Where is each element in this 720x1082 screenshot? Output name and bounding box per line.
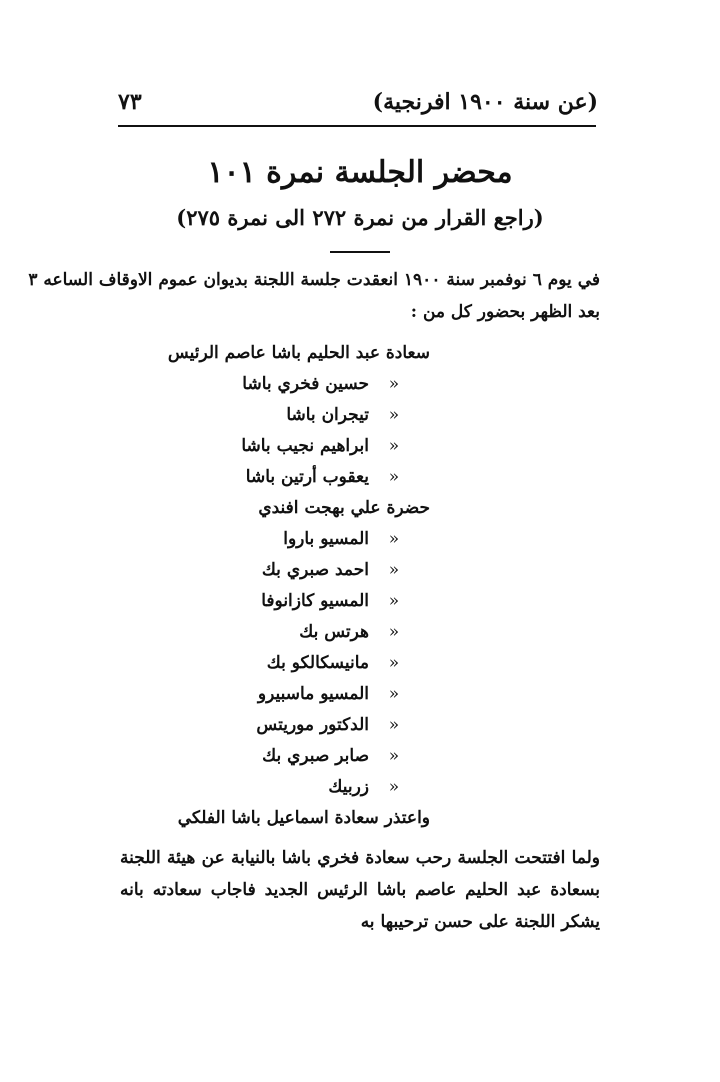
attendee-name: تيجران باشا	[286, 405, 369, 425]
attendee-name: زربيك	[328, 777, 369, 797]
list-item	[0, 679, 720, 710]
ditto-mark: «	[388, 777, 400, 797]
ditto-mark: «	[388, 684, 400, 704]
attendee-name: المسيو باروا	[283, 529, 369, 549]
list-item	[0, 493, 720, 524]
attendee-name: حضرة علي بهجت افندي	[258, 498, 430, 518]
list-item	[0, 710, 720, 741]
intro-line-1: في يوم ٦ نوفمبر سنة ١٩٠٠ انعقدت جلسة اللجنة بديوان عموم الاوقاف الساعه ٣	[28, 270, 600, 290]
attendee-name: الدكتور موريتس	[256, 715, 369, 735]
absence-note	[0, 803, 720, 834]
ditto-mark: «	[388, 467, 400, 487]
page-number: ٧٣	[118, 89, 142, 115]
list-item	[0, 648, 720, 679]
minutes-title: محضر الجلسة نمرة ١٠١	[207, 155, 513, 190]
list-item	[0, 772, 720, 803]
intro-line-2: بعد الظهر بحضور كل من :	[410, 302, 600, 322]
ditto-mark: «	[388, 529, 400, 549]
attendee-name: واعتذر سعادة اسماعيل باشا الفلكي	[177, 808, 430, 828]
list-item	[0, 524, 720, 555]
ditto-mark: «	[388, 405, 400, 425]
attendee-name: المسيو كازانوفا	[261, 591, 369, 611]
attendee-list	[0, 338, 720, 834]
ditto-mark: «	[388, 591, 400, 611]
attendee-name: مانيسكالكو بك	[266, 653, 369, 673]
running-header	[118, 82, 598, 122]
running-title: (عن سنة ١٩٠٠ افرنجية)	[372, 89, 598, 115]
attendee-name: المسيو ماسبيرو	[257, 684, 369, 704]
ditto-mark: «	[388, 653, 400, 673]
list-item	[0, 617, 720, 648]
title-divider	[330, 251, 390, 253]
ditto-mark: «	[388, 622, 400, 642]
header-rule	[118, 125, 596, 127]
closing-paragraph: ولما افتتحت الجلسة رحب سعادة فخري باشا بالنيابة عن هيئة اللجنة بسعادة عبد الحليم عاصم باشا الرئيس الجديد فاجاب سعادته بانه يشكر اللجنة على حسن ترحيبها به	[120, 848, 600, 932]
list-item	[0, 586, 720, 617]
list-item	[0, 462, 720, 493]
attendee-name: حسين فخري باشا	[242, 374, 369, 394]
list-item	[0, 431, 720, 462]
list-item	[0, 741, 720, 772]
list-item	[0, 555, 720, 586]
attendee-name: احمد صبري بك	[261, 560, 369, 580]
list-item	[0, 400, 720, 431]
attendee-name: سعادة عبد الحليم باشا عاصم الرئيس	[167, 343, 430, 363]
ditto-mark: «	[388, 715, 400, 735]
ditto-mark: «	[388, 374, 400, 394]
ditto-mark: «	[388, 560, 400, 580]
attendee-name: ابراهيم نجيب باشا	[241, 436, 369, 456]
ditto-mark: «	[388, 746, 400, 766]
minutes-subtitle: (راجع القرار من نمرة ٢٧٢ الى نمرة ٢٧٥)	[176, 205, 544, 230]
attendee-name: صابر صبري بك	[262, 746, 369, 766]
attendee-president	[0, 338, 720, 369]
ditto-mark: «	[388, 436, 400, 456]
attendee-name: هرتس بك	[299, 622, 369, 642]
attendee-name: يعقوب أرتين باشا	[245, 467, 369, 487]
list-item	[0, 369, 720, 400]
